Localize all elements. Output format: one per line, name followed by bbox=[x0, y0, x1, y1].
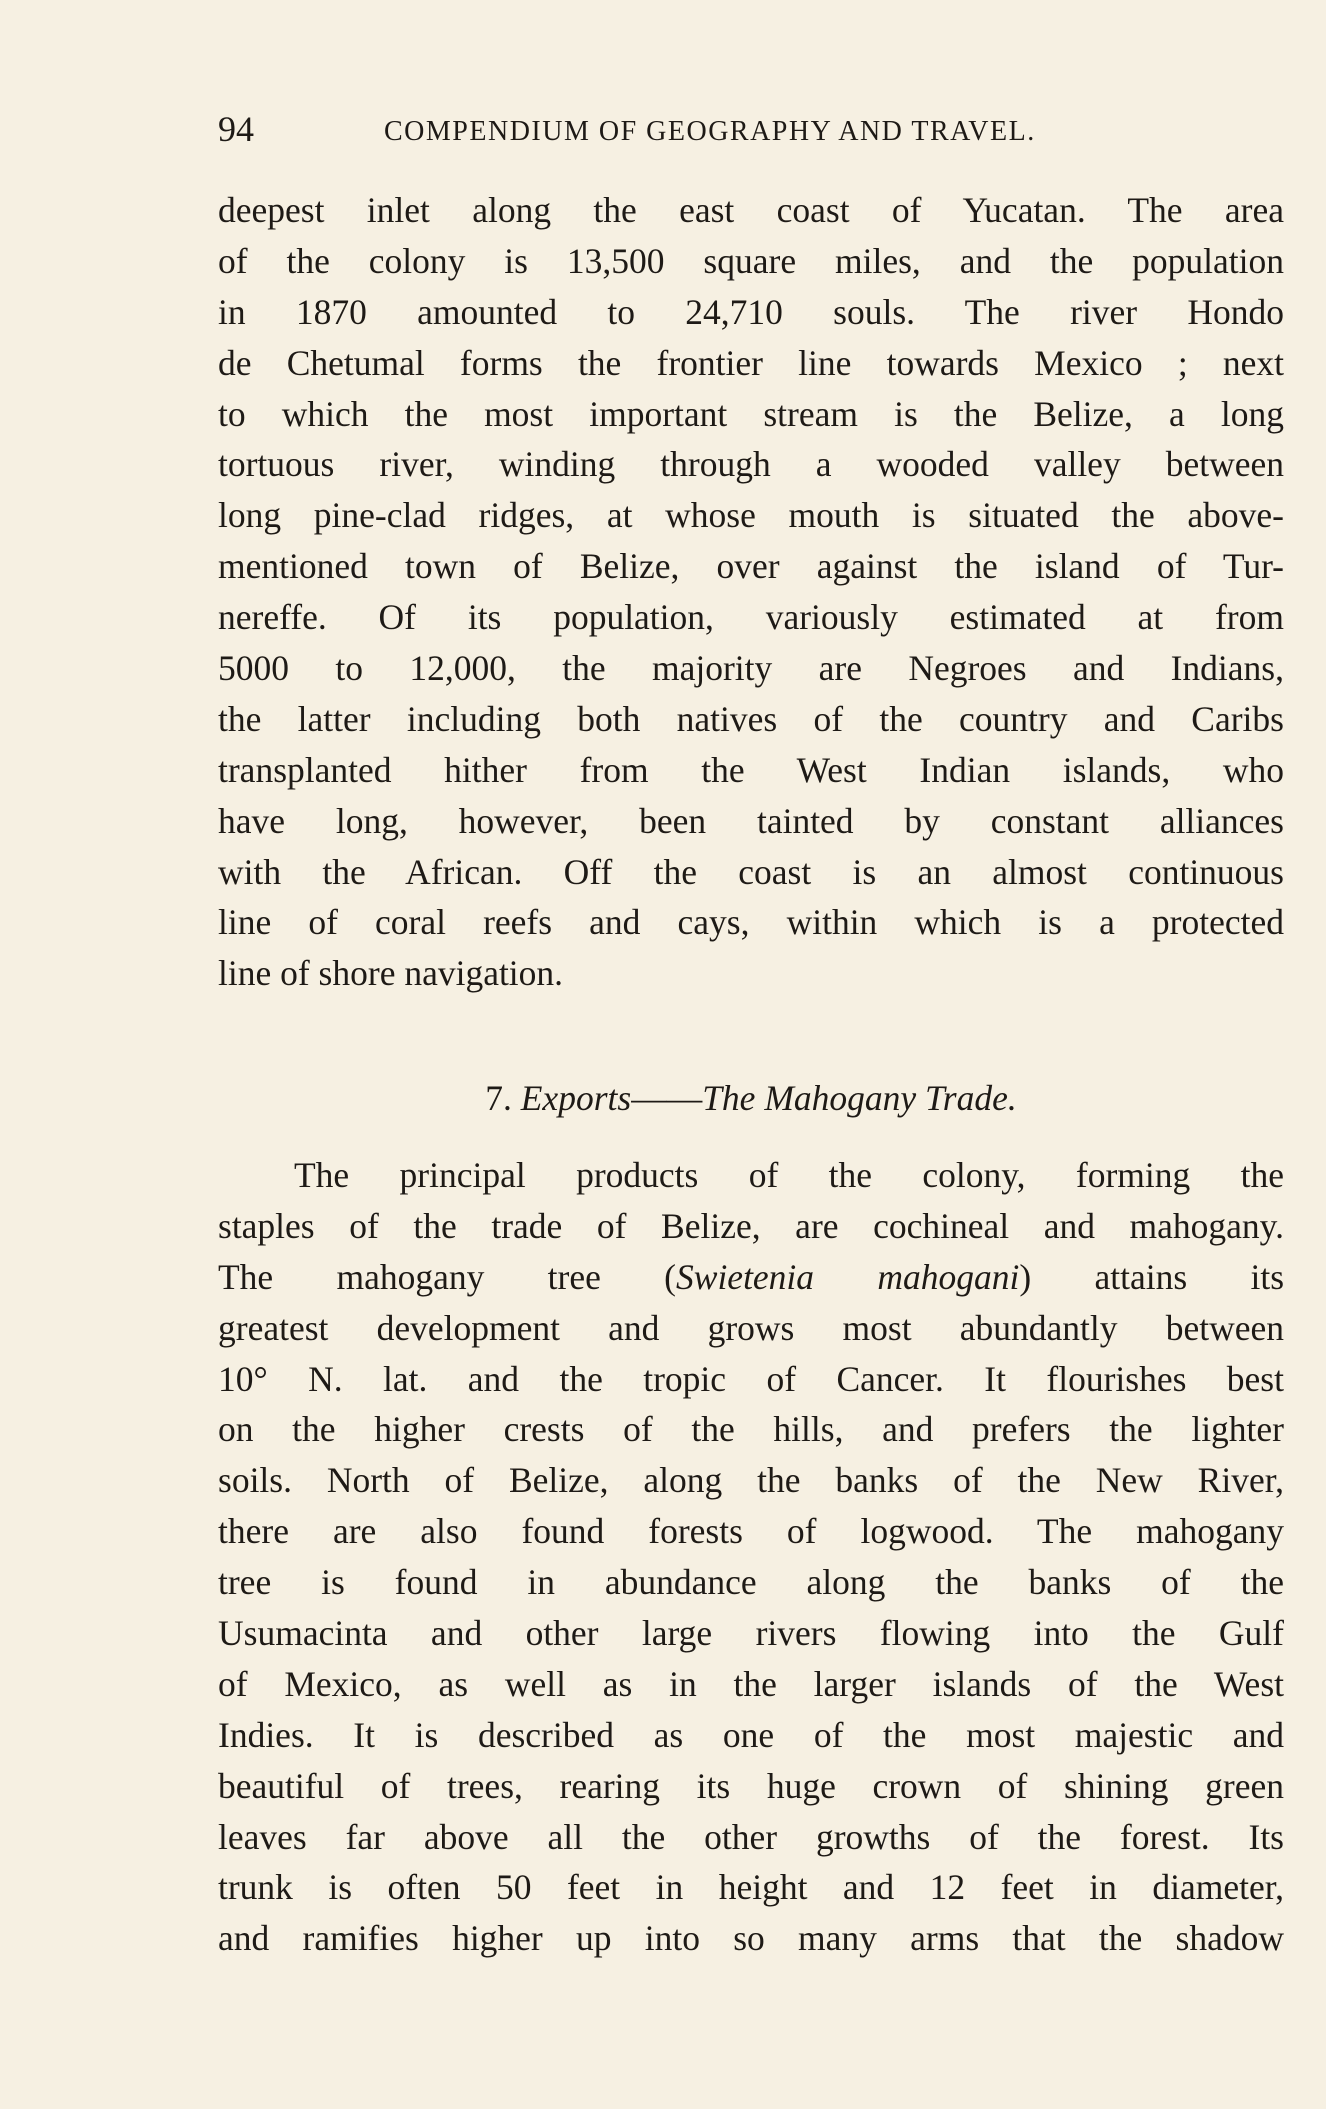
section-heading bbox=[218, 1073, 1284, 1123]
text-line: and ramifies higher up into so many arms that the shadow bbox=[218, 1918, 1284, 1959]
text-line: trunk is often 50 feet in height and 12 feet in diameter, bbox=[218, 1867, 1284, 1908]
text-line: greatest development and grows most abundantly between bbox=[218, 1307, 1284, 1348]
text-line: long pine-clad ridges, at whose mouth is situated the above- bbox=[218, 495, 1284, 536]
text-line: line of shore navigation. bbox=[218, 953, 564, 994]
text-line: nereffe. Of its population, variously estimated at from bbox=[218, 597, 1284, 638]
species-name: Swietenia mahogani bbox=[676, 1256, 1020, 1297]
text-line: tree is found in abundance along the banks of the bbox=[218, 1562, 1284, 1603]
text-line: de Chetumal forms the frontier line towards Mexico ; next bbox=[218, 342, 1284, 383]
text-line: transplanted hither from the West Indian islands, who bbox=[218, 749, 1284, 790]
text-line: mentioned town of Belize, over against the island of Tur- bbox=[218, 546, 1284, 587]
section-title-mahogany: The Mahogany Trade. bbox=[702, 1078, 1017, 1118]
text-line: the latter including both natives of the country and Caribs bbox=[218, 698, 1284, 739]
text-line: Indies. It is described as one of the most majestic and bbox=[218, 1714, 1284, 1755]
section-dash: — bbox=[631, 1078, 667, 1118]
text-line: line of coral reefs and cays, within which is a protected bbox=[218, 902, 1284, 943]
running-head bbox=[218, 108, 1284, 152]
text-line: in 1870 amounted to 24,710 souls. The river Hondo bbox=[218, 291, 1284, 332]
text-line: of Mexico, as well as in the larger islands of the West bbox=[218, 1663, 1284, 1704]
text-line: deepest inlet along the east coast of Yucatan. The area bbox=[218, 190, 1284, 230]
text-line: The principal products of the colony, forming the bbox=[294, 1155, 1284, 1195]
text-line: with the African. Off the coast is an almost continuous bbox=[218, 851, 1284, 892]
paragraph-1 bbox=[218, 185, 1284, 999]
text-line: on the higher crests of the hills, and prefers the lighter bbox=[218, 1409, 1284, 1450]
text-line: 10° N. lat. and the tropic of Cancer. It flourishes best bbox=[218, 1358, 1284, 1399]
text-line: leaves far above all the other growths of the forest. Its bbox=[218, 1816, 1284, 1857]
text-line-mixed bbox=[218, 1252, 1284, 1303]
section-title-exports: Exports bbox=[520, 1078, 632, 1118]
text-segment: ) attains its bbox=[1019, 1256, 1285, 1297]
text-segment: The mahogany tree ( bbox=[218, 1256, 677, 1297]
text-line: to which the most important stream is the Belize, a long bbox=[218, 393, 1284, 434]
section-number: 7. bbox=[485, 1078, 512, 1118]
text-line: tortuous river, winding through a wooded valley between bbox=[218, 444, 1284, 485]
text-line: Usumacinta and other large rivers flowing into the Gulf bbox=[218, 1613, 1284, 1654]
text-line: 5000 to 12,000, the majority are Negroes and Indians, bbox=[218, 648, 1284, 689]
text-line: of the colony is 13,500 square miles, and the population bbox=[218, 240, 1284, 281]
text-line: staples of the trade of Belize, are cochineal and mahogany. bbox=[218, 1205, 1284, 1246]
text-line: there are also found forests of logwood. The mahogany bbox=[218, 1511, 1284, 1552]
section-dash-2: — bbox=[666, 1078, 703, 1118]
text-line: beautiful of trees, rearing its huge crown of shining green bbox=[218, 1765, 1284, 1806]
text-line: soils. North of Belize, along the banks of the New River, bbox=[218, 1460, 1284, 1501]
running-title: COMPENDIUM OF GEOGRAPHY AND TRAVEL. bbox=[384, 116, 1036, 147]
page-number: 94 bbox=[218, 109, 254, 149]
paragraph-2 bbox=[218, 1150, 1284, 1964]
text-line: have long, however, been tainted by constant alliances bbox=[218, 800, 1284, 841]
